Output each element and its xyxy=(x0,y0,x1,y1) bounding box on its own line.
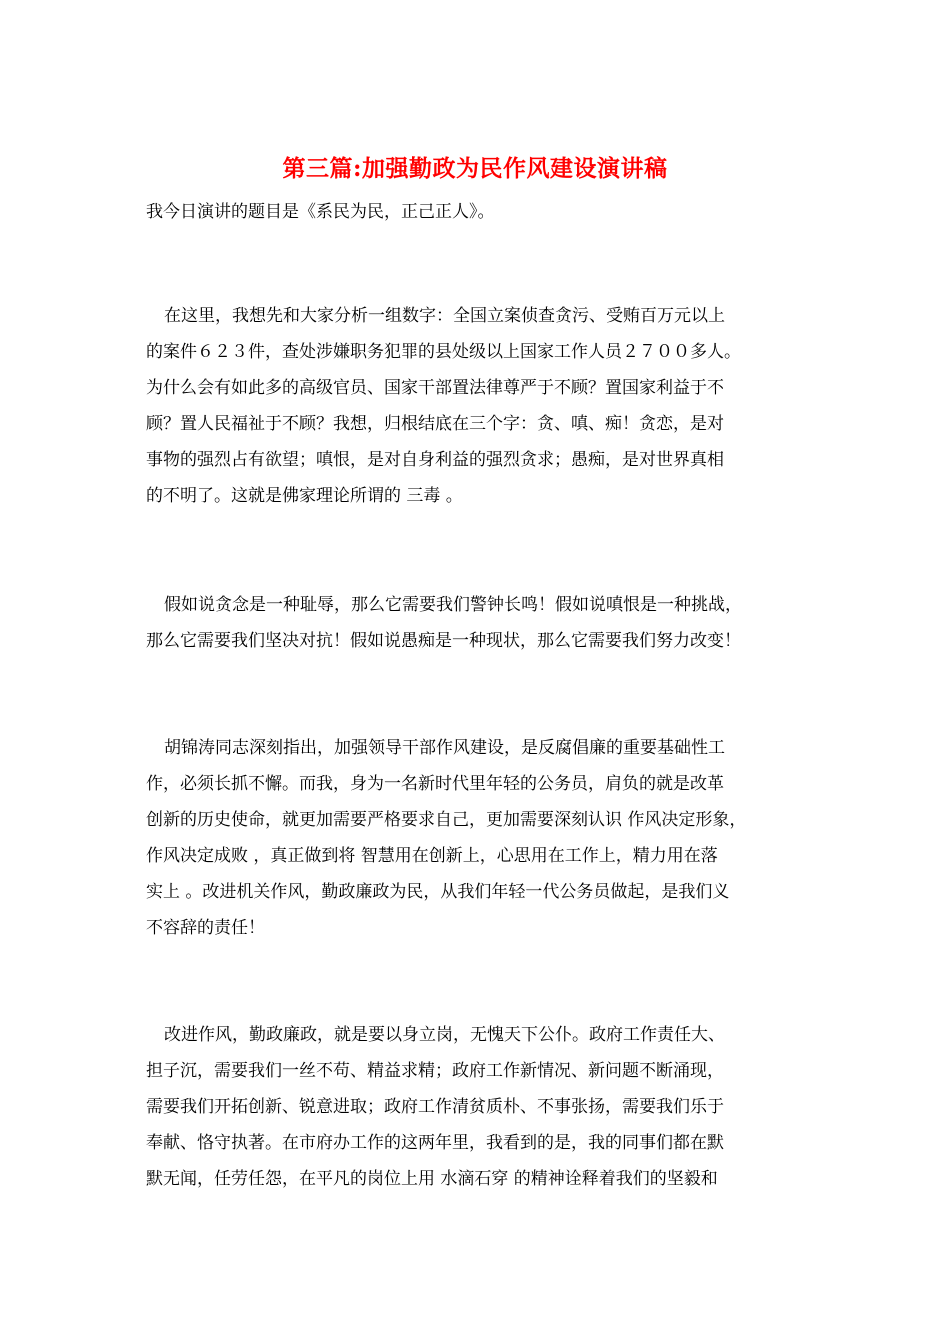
paragraph-line: 的不明了。这就是佛家理论所谓的 三毒 。 xyxy=(146,486,463,506)
paragraph-line: 作风决定成败 ，真正做到将 智慧用在创新上，心思用在工作上，精力用在落 xyxy=(146,846,718,866)
paragraph-line: 在这里，我想先和大家分析一组数字：全国立案侦查贪污、受贿百万元以上 xyxy=(164,306,725,326)
paragraph-1 xyxy=(146,298,826,514)
paragraph-line: 胡锦涛同志深刻指出，加强领导干部作风建设，是反腐倡廉的重要基础性工 xyxy=(164,738,725,758)
paragraph-line: 假如说贪念是一种耻辱，那么它需要我们警钟长鸣！假如说嗔恨是一种挑战， xyxy=(164,595,742,615)
document-title: 第三篇:加强勤政为民作风建设演讲稿 xyxy=(282,155,668,182)
paragraph-3 xyxy=(146,730,826,946)
paragraph-line: 那么它需要我们坚决对抗！假如说愚痴是一种现状，那么它需要我们努力改变！ xyxy=(146,631,741,651)
paragraph-line: 改进作风，勤政廉政，就是要以身立岗，无愧天下公仆。政府工作责任大、 xyxy=(164,1025,725,1045)
paragraph-line: 为什么会有如此多的高级官员、国家干部置法律尊严于不顾？置国家利益于不 xyxy=(146,378,724,398)
paragraph-line: 事物的强烈占有欲望；嗔恨，是对自身利益的强烈贪求；愚痴，是对世界真相 xyxy=(146,450,724,470)
paragraph-line: 需要我们开拓创新、锐意进取；政府工作清贫质朴、不事张扬，需要我们乐于 xyxy=(146,1097,724,1117)
intro-line: 我今日演讲的题目是《系民为民，正己正人》。 xyxy=(146,202,495,222)
paragraph-line: 创新的历史使命，就更加需要严格要求自己，更加需要深刻认识 作风决定形象， xyxy=(146,810,747,830)
paragraph-line: 的案件６２３件，查处涉嫌职务犯罪的县处级以上国家工作人员２７００多人。 xyxy=(146,342,741,362)
paragraph-line: 担子沉，需要我们一丝不苟、精益求精；政府工作新情况、新问题不断涌现， xyxy=(146,1061,724,1081)
paragraph-line: 作，必须长抓不懈。而我，身为一名新时代里年轻的公务员，肩负的就是改革 xyxy=(146,774,724,794)
paragraph-line: 实上 。改进机关作风，勤政廉政为民，从我们年轻一代公务员做起，是我们义 xyxy=(146,882,730,902)
paragraph-line: 奉献、恪守执著。在市府办工作的这两年里，我看到的是，我的同事们都在默 xyxy=(146,1133,724,1153)
paragraph-2 xyxy=(146,587,826,659)
paragraph-line: 顾？置人民福祉于不顾？我想，归根结底在三个字：贪、嗔、痴！贪恋，是对 xyxy=(146,414,724,434)
paragraph-line: 默无闻，任劳任怨，在平凡的岗位上用 水滴石穿 的精神诠释着我们的坚毅和 xyxy=(146,1169,718,1189)
paragraph-line: 不容辞的责任！ xyxy=(146,918,265,938)
paragraph-4 xyxy=(146,1017,826,1197)
